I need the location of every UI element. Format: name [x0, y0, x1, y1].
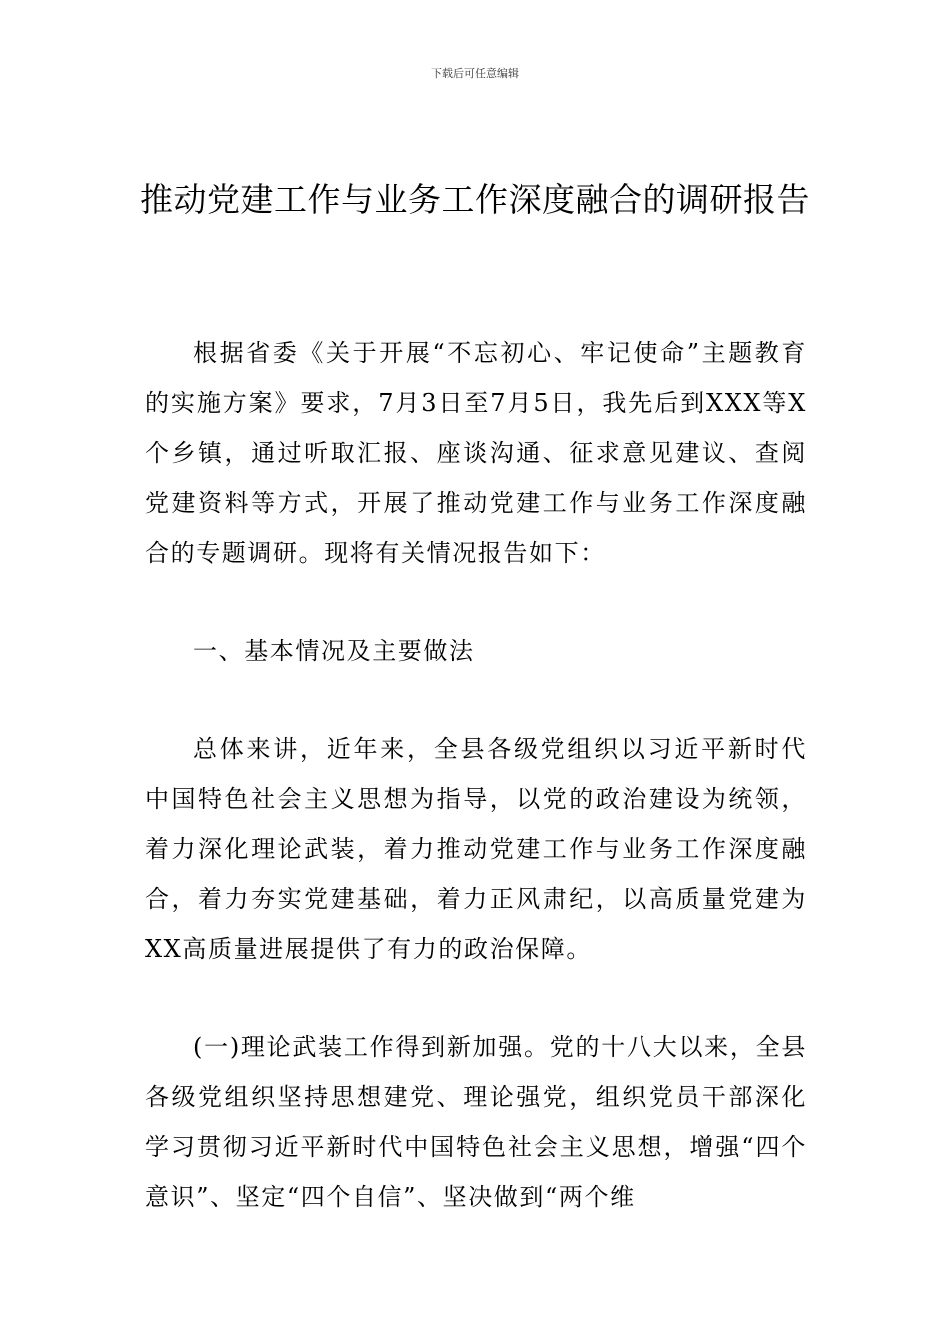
- header-note: 下载后可任意编辑: [431, 67, 519, 80]
- overview-paragraph: 总体来讲，近年来，全县各级党组织以习近平新时代中国特色社会主义思想为指导，以党的政治建设为统领，着力深化理论武装，着力推动党建工作与业务工作深度融合，着力夯实党建基础，着力正风肃纪，以高质量党建为XX高质量进展提供了有力的政治保障。: [145, 735, 807, 963]
- subsection-paragraph: (一)理论武装工作得到新加强。党的十八大以来，全县各级党组织坚持思想建党、理论强党，组织党员干部深化学习贯彻习近平新时代中国特色社会主义思想，增强“四个意识”、坚定“四个自信”、坚决做到“两个维: [145, 1033, 807, 1211]
- document-title: 推动党建工作与业务工作深度融合的调研报告: [140, 180, 810, 219]
- intro-paragraph: 根据省委《关于开展“不忘初心、牢记使命”主题教育的实施方案》要求，7月3日至7月5日，我先后到XXX等X个乡镇，通过听取汇报、座谈沟通、征求意见建议、查阅党建资料等方式，开展了推动党建工作与业务工作深度融合的专题调研。现将有关情况报告如下：: [145, 339, 807, 567]
- document-body: [145, 328, 807, 1222]
- section-heading: 一、基本情况及主要做法: [193, 637, 475, 665]
